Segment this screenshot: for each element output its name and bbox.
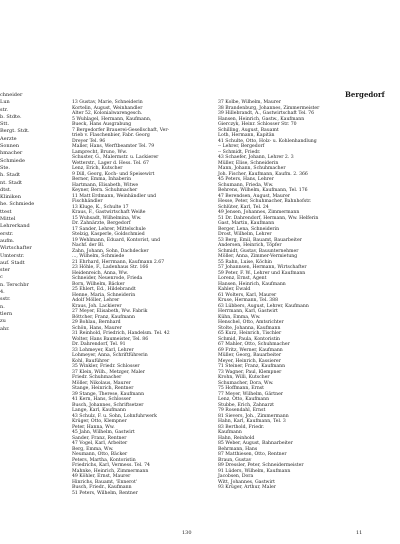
- directory-entry: 89 Dressler, Peter, Schneidermeister: [218, 463, 304, 468]
- directory-entry: 83 Berthold, Friedr.: [218, 424, 265, 430]
- directory-entry: 47 Berendsen, August, Maurer: [218, 193, 290, 199]
- directory-entry: 27 Meyer, Elisabeth, Ww. Fabrik: [72, 309, 148, 314]
- margin-fragment: h. Stadt: [0, 172, 21, 179]
- directory-entry: Kohl, Bauführer: [72, 358, 110, 364]
- directory-entry: 91 Lüders, Wilhelm, Kaufmann: [218, 468, 291, 474]
- margin-fragment: Kliniken: [0, 194, 21, 201]
- directory-entry: Herrmann, Karl, Gastwirt: [218, 309, 278, 314]
- margin-fragment: zu: [0, 318, 6, 325]
- margin-fragment: chneider: [0, 92, 23, 98]
- margin-fragment: dtst.: [0, 186, 12, 193]
- directory-entry: Kühn, Emma, Ww.: [218, 314, 261, 320]
- directory-entry: Gast, Martin, Kaufmann: [218, 221, 275, 226]
- directory-entry: Lamprecht, Bruno, Ww.: [72, 149, 128, 155]
- margin-fragment: Sonnen: [0, 143, 20, 150]
- margin-fragment: sstr.: [0, 296, 11, 303]
- directory-entry: Berg, Emma, Ww.: [72, 446, 114, 452]
- directory-entry: 11 Matt Erdmann, Weinhändler und: [72, 193, 157, 199]
- directory-entry: Joh. Fischer, Kaufmann, Kaufm. 2. 366: [218, 171, 308, 177]
- directory-entry: Friedr. Schuhmacher: [72, 375, 122, 380]
- margin-fragment: b. Stdte.: [0, 113, 22, 120]
- directory-entry: Busch, Johannes, Schriftsetzer: [72, 402, 144, 408]
- directory-entry: Behrens, Wilhelm, Kaufmann, Tel. 176: [218, 188, 308, 193]
- directory-entry: 39 Stange, Therese, Kaufmann: [72, 391, 145, 397]
- directory-entry: Hahn, Karl, Kaufmann, Tel. 3: [218, 419, 286, 424]
- directory-entry: ..., Wilhelm, Schmiede: [72, 254, 125, 259]
- directory-entry: Andersen, Heinrich, Töpfer: [218, 243, 282, 248]
- directory-entry: Stolte, Johanna, Kaufmann: [218, 325, 281, 331]
- margin-fragment: tlern: [0, 310, 13, 317]
- directory-entry: Berger, Lena, Schneiderin: [218, 226, 280, 232]
- directory-entry: Born, Wilhelm, Bäcker: [72, 281, 125, 287]
- directory-entry: 69 Fritz, Werner, Kaufmann: [218, 347, 283, 353]
- directory-entry: Friedrichs, Karl, Vermess. Tel. 74: [72, 463, 150, 468]
- directory-entry: Wolter, Hans Baumeister, Tel. 86: [72, 336, 149, 342]
- margin-fragment: Schmiede: [0, 157, 25, 164]
- directory-entry: 19 Wehlmann, Eduard, Kontorist, und: [72, 237, 161, 243]
- directory-entry: Lenz, Otto, Kaufmann: [218, 397, 270, 402]
- directory-entry: Alter 52, Kolonialwarengesch.: [72, 111, 143, 116]
- directory-entry: Schumann, Frieda, Ww.: [218, 182, 274, 188]
- directory-entry: 93 Krüger, Arthur, Maler: [218, 485, 276, 490]
- directory-entry: 39 Hillebrandt, A., Gastwirtschaft Tel. 76: [218, 111, 315, 116]
- directory-entry: 59 Peter, F. W., Lehrer und Kaufmann: [218, 270, 306, 276]
- directory-entry: Peters, Martha, Kontoristin: [72, 457, 136, 463]
- folio-number: 130: [182, 530, 192, 536]
- directory-entry: Hartmann, Elisabeth, Witwe: [72, 182, 139, 188]
- margin-fragment: Wirtschafter: [0, 245, 32, 252]
- margin-fragment: hmacher: [0, 150, 23, 157]
- margin-fragment: c: [0, 274, 3, 281]
- directory-entry: 51 Dr. Dahrendorf, Hermann, Ww. Helferin: [218, 215, 319, 221]
- directory-entry: 65 Kurz, Heinrich, Tischler: [218, 331, 282, 336]
- directory-entry: Kraus, F., Gastwirtschaft Weiße: [72, 210, 146, 215]
- page-footer: [0, 530, 400, 540]
- directory-entry: 63 Lübbers, August, Lehrer, Kaufmann: [218, 303, 309, 309]
- margin-fragment: auf. Stadt: [0, 259, 25, 266]
- directory-entry: Keyner, Bern. Schuhmacher: [72, 188, 138, 193]
- directory-entry: Krüger, Otto, Klempner: [72, 419, 127, 424]
- directory-entry: 25 Ehlert, Ed., Hildebrandt: [72, 287, 136, 292]
- directory-entry: 61 Wolters, Karl, Maurer: [218, 292, 277, 298]
- directory-entry: 77 Meyer, Wilhelm, Gärtner: [218, 391, 283, 397]
- directory-entry: 13 Kluge, K., Schulte 17: [72, 204, 129, 210]
- directory-entry: 13 Gustav, Marie, Schneiderin: [72, 100, 143, 105]
- entries-column-1: [72, 100, 206, 525]
- directory-entry: Müller, Georg, Bauarbeiter: [218, 353, 282, 358]
- directory-entry: Drost, Wilhelm, Lehrer: [218, 232, 272, 237]
- directory-entry: Mann, Johann, Schuhmacher: [218, 166, 286, 171]
- directory-entry: 87 Matthiesen, Otto, Rentner: [218, 452, 287, 457]
- directory-entry: Stange, Heinrich, Rentner: [72, 386, 134, 391]
- directory-entry: Hinrichs, Bauamt, 'Ennerot': [72, 479, 138, 485]
- directory-entry: 35 Winkler, Friedr. Schlosser: [72, 364, 140, 369]
- directory-entry: Lange, Karl, Kaufmann: [72, 408, 126, 413]
- left-margin-fragments: [0, 92, 35, 532]
- directory-entry: Witt, Johannes, Gastwirt: [218, 479, 275, 485]
- directory-entry: Adolf Möller, Lehrer: [72, 298, 120, 303]
- directory-entry: Müller, Elise, Schneiderin: [218, 160, 279, 166]
- directory-entry: Henschel, Otto, Amtsrichter: [218, 320, 284, 325]
- margin-fragment: ttest: [0, 208, 12, 215]
- directory-entry: Hesse, Peter, Schuhmacher, Bahnhofstr.: [218, 199, 312, 204]
- directory-entry: Berner, Emma, Inhaberin: [72, 177, 132, 182]
- margin-fragment: 4.: [0, 289, 5, 296]
- directory-entry: Meyer, Heinrich, Kassierer: [218, 358, 281, 364]
- directory-entry: Jacobsen, Dora: [218, 474, 254, 479]
- directory-entry: Schmidt, Gustav, Bauunternehmer: [218, 248, 299, 254]
- directory-entry: Henne, Maria, Schneiderin: [72, 292, 136, 298]
- directory-entry: 29 Bohlau, Bernhard: [72, 320, 121, 325]
- directory-entry: Schlüter, Karl, Tel. 24: [218, 204, 269, 210]
- directory-entry: Böttcher, Franz, Kaufmann: [72, 314, 135, 320]
- margin-fragment: Umterstr.: [0, 252, 25, 259]
- directory-entry: 41 Schulte, Otto, Holz- u. Kohlenhandlung: [218, 138, 317, 144]
- margin-fragment: Aerzte: [0, 135, 17, 142]
- directory-entry: 17 Sander, Lehrer, Mittelschule: [72, 226, 146, 232]
- margin-fragment: Lun: [0, 99, 10, 106]
- margin-fragment: nt. Stadt: [0, 179, 23, 186]
- margin-fragment: n.: [0, 303, 5, 310]
- margin-fragment: Bergt. Stdt.: [0, 128, 30, 135]
- directory-entry: Loth, Hermann, Kapitän: [218, 133, 275, 138]
- directory-entry: 49 Jensen, Johannes, Zimmermann: [218, 210, 300, 215]
- directory-entry: Braun, Gustav: [218, 457, 252, 463]
- directory-entry: Fischhändler: [72, 199, 103, 204]
- margin-fragment: str.: [0, 106, 9, 113]
- directory-entry: Peter, Hanna, Ww.: [72, 424, 115, 430]
- directory-entry: Lorenz, Ernst, Agent: [218, 276, 267, 281]
- margin-fragment: n. Terschbr: [0, 281, 29, 288]
- directory-entry: Dr. Zahnärzte, Bergedorf: [72, 221, 131, 226]
- directory-entry: 15 Wuhsadt, Wilhelmina, Ww.: [72, 215, 142, 221]
- directory-entry: Mahnke, Heinrich, Zimmermann: [72, 468, 149, 474]
- directory-entry: Schmid, Paula, Kontoristin: [218, 336, 281, 342]
- directory-entry: Krohn, Willi, Kutscher: [218, 375, 270, 380]
- directory-entry: 75 Hoffmann, Ernst: [218, 386, 264, 391]
- directory-entry: Möller, Anna, Zimmer-Vermietung: [218, 254, 298, 259]
- margin-fragment: Lehrerkand: [0, 223, 30, 230]
- directory-entry: 53 Berg, Emil, Bauamt, Bauarbeiter: [218, 237, 302, 243]
- directory-entry: Schilling, August, Bauamt: [218, 127, 279, 133]
- directory-entry: Stelzig, Kasperle, Goldschmied: [72, 232, 145, 237]
- directory-entry: 85 Weber, August, Bahnarbeiter: [218, 441, 293, 446]
- directory-entry: Lohmeyer, Anna, Schriftführerin: [72, 353, 148, 358]
- directory-entry: 49 Köhler, Ernst, Maurer: [72, 474, 131, 479]
- directory-entry: 5 Wuhlagel, Hermann, Kaufmann,: [72, 116, 152, 122]
- directory-entry: Hansen, Heinrich, Kaufmann: [218, 281, 286, 287]
- directory-entry: Sander, Franz, Rentner: [72, 435, 127, 441]
- directory-entry: 47 Vogel, Karl, Arbeiter: [72, 441, 128, 446]
- directory-entry: Maller, Hans, Werftbeamter Tel. 79: [72, 144, 155, 149]
- directory-entry: 43 Schaefer, Johann, Lehrer 2. 3: [218, 155, 294, 160]
- directory-entry: Kruse, Hermann, Tel. 388: [218, 298, 279, 303]
- page-header: Bergedorf: [345, 90, 385, 99]
- directory-entry: Schuster, G., Malermstr. u. Lackierer: [72, 155, 159, 160]
- directory-entry: Zahn, Johann, Sohn, Dachdecker: [72, 248, 149, 254]
- directory-entry: 55 Rahn, Luise, Köchin: [218, 259, 272, 265]
- directory-entry: Schön, Hans, Maurer: [72, 325, 122, 331]
- directory-entry: Bueck, Hans Ausgrabung: [72, 122, 132, 127]
- margin-fragment: ster: [0, 267, 10, 274]
- directory-entry: 45 Peters, Hans, Lehrer: [218, 177, 274, 182]
- directory-entry: Behrmann, Hans: [218, 446, 258, 452]
- margin-fragment: ahr.: [0, 325, 10, 332]
- directory-entry: 9 Dill, Georg, Koch- und Speisewirt: [72, 171, 155, 177]
- margin-fragment: Mittel: [0, 216, 16, 223]
- directory-entry: 21 Ehrhard, Herrmann, Kaufmann 2.67: [72, 259, 165, 265]
- directory-entry: 31 Reinhold, Friedrich, Handelsm. Tel. 42: [72, 331, 170, 336]
- directory-entry: 51 Peters, Wilhelm, Rentner: [72, 490, 138, 496]
- margin-fragment: Stt.: [0, 121, 10, 128]
- directory-entry: 71 Steiner, Franz, Kaufmann: [218, 364, 286, 369]
- directory-entry: Möller, Nikolaus, Maurer: [72, 380, 131, 386]
- directory-entry: Hahn, Reinhold: [218, 435, 255, 441]
- directory-entry: Heidenreich, Anna, Ww.: [72, 270, 129, 276]
- margin-fragment: erstr.: [0, 230, 14, 237]
- page-number: 11: [356, 530, 363, 536]
- directory-entry: 38 Brandenburg, Johannes, Zimmermeister: [218, 105, 320, 111]
- directory-entry: 23 Höhle, F., Ladenhaus Str. 166: [72, 265, 149, 270]
- directory-entry: 7 Bergedorfer Brauerei-Gesellschaft, Ver-: [72, 127, 170, 133]
- directory-entry: Dr. Dahrendorf, Tel. 91: [72, 342, 126, 347]
- directory-entry: 43 Schulz, F. u. Sohn, Lohnfuhrwerk: [72, 413, 157, 419]
- margin-fragment: he. Schmiede: [0, 201, 35, 208]
- directory-entry: 37 Kolbe, Wilhelm, Maurer: [218, 100, 281, 105]
- margin-fragment: aufm.: [0, 237, 15, 244]
- directory-entry: trieb v. Flaschenbier, Fabr. Georg: [72, 133, 150, 138]
- directory-entry: 79 Rosendahl, Ernst: [218, 408, 266, 413]
- directory-entry: Schneider, Neuenrode, Frieda: [72, 276, 143, 281]
- directory-entry: 81 Sievers, Joh., Zimmermann: [218, 413, 289, 419]
- directory-entry: 37 Klein, Wilh., Metzger, Maler: [72, 369, 145, 375]
- directory-entry: Kahler, Ewald: [218, 287, 251, 292]
- directory-entry: Busch, Friedr., Kaufmann: [72, 485, 132, 490]
- directory-entry: Dreyer Tel. 96: [72, 138, 106, 144]
- directory-entry: Nachf. der Bl.: [72, 243, 105, 248]
- directory-entry: Gierczyk, Heinr. Schlosser Str. 70: [218, 122, 297, 127]
- directory-entry: Lenz, Erich, Kutscher: [72, 166, 123, 171]
- directory-entry: 41 Kern, Hans, Schlosser: [72, 397, 131, 402]
- directory-entry: Wetterstr., Lager d. Hess. Tel. 67: [72, 160, 149, 166]
- directory-entry: Kortelin, August, Weinhandler: [72, 105, 143, 111]
- directory-entry: Kraus, Joh. Lackierer: [72, 303, 122, 309]
- directory-entry: -- Lehrer, Bergedorf: [218, 144, 265, 149]
- directory-entry: Neumann, Otto, Bäcker: [72, 452, 128, 457]
- directory-entry: 67 Mahler, Otto, Schuhmacher: [218, 342, 290, 347]
- entries-column-2: [218, 100, 364, 525]
- directory-entry: Kaufmann: [218, 430, 242, 435]
- directory-entry: -- Schmidt, Friedr.: [218, 149, 261, 155]
- margin-fragment: Ste.: [0, 164, 10, 171]
- directory-entry: Schumacher, Dora, Ww.: [218, 380, 274, 386]
- directory-entry: 33 Lohmeyer, Karl, Lehrer: [72, 347, 134, 353]
- directory-entry: 45 Jahn, Wilhelm, Gastwirt: [72, 430, 135, 435]
- directory-entry: Hansen, Heinrich, Gastw., Kaufmann: [218, 116, 305, 122]
- directory-entry: 73 Wagner, Paul, Klempner: [218, 369, 282, 375]
- directory-entry: Stubbe, Erich, Zahnarzt: [218, 402, 274, 408]
- directory-entry: 57 Johannsen, Hermann, Wirtschafter: [218, 265, 307, 270]
